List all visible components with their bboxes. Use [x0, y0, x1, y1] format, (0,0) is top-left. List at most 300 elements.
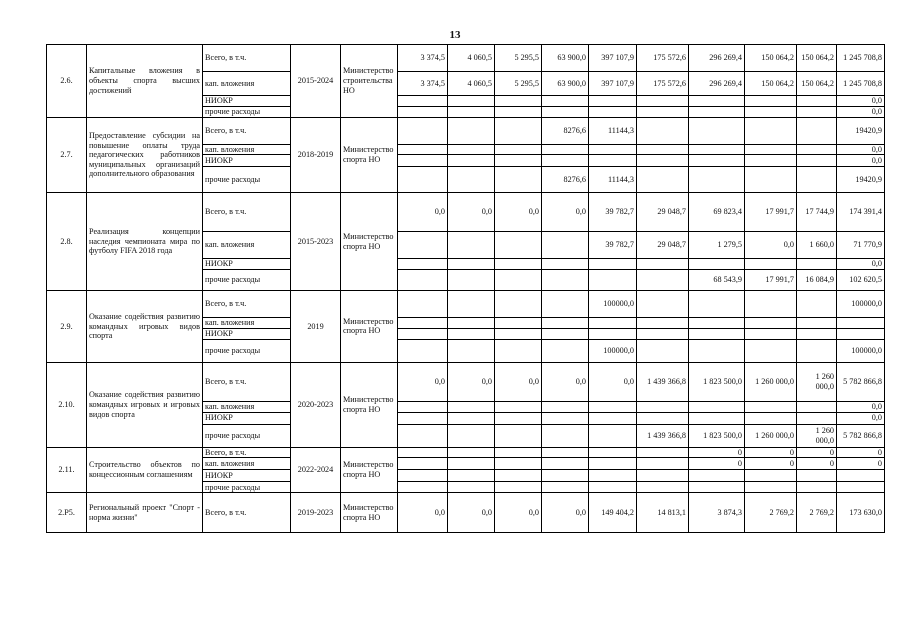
amount-cell: [398, 270, 448, 291]
amount-cell: 0: [837, 458, 885, 470]
amount-cell: [837, 482, 885, 493]
amount-cell: [542, 447, 589, 458]
expense-type: кап. вложения: [203, 232, 291, 259]
amount-cell: [495, 401, 542, 412]
expense-type: прочие расходы: [203, 424, 291, 447]
amount-cell: [495, 117, 542, 144]
amount-cell: [448, 270, 495, 291]
amount-cell: [689, 318, 745, 329]
amount-cell: 19420,9: [837, 167, 885, 193]
amount-cell: 0,0: [542, 193, 589, 232]
amount-cell: 11144,3: [589, 117, 637, 144]
amount-cell: [495, 259, 542, 270]
amount-cell: [797, 106, 837, 117]
amount-cell: [448, 291, 495, 318]
amount-cell: [745, 106, 797, 117]
period-years: 2015-2024: [291, 45, 341, 118]
expense-type: НИОКР: [203, 96, 291, 107]
amount-cell: [398, 318, 448, 329]
amount-cell: 150 064,2: [745, 72, 797, 96]
amount-cell: [745, 144, 797, 155]
amount-cell: [837, 470, 885, 482]
amount-cell: [637, 144, 689, 155]
amount-cell: 0,0: [542, 362, 589, 401]
amount-cell: [745, 329, 797, 340]
amount-cell: [689, 470, 745, 482]
amount-cell: 63 900,0: [542, 72, 589, 96]
amount-cell: [448, 144, 495, 155]
amount-cell: [589, 458, 637, 470]
amount-cell: 174 391,4: [837, 193, 885, 232]
amount-cell: [589, 424, 637, 447]
period-years: 2019-2023: [291, 493, 341, 533]
amount-cell: 19420,9: [837, 117, 885, 144]
amount-cell: 0: [745, 447, 797, 458]
table-row: [47, 45, 885, 72]
amount-cell: 0,0: [837, 401, 885, 412]
amount-cell: [637, 259, 689, 270]
amount-cell: 14 813,1: [637, 493, 689, 533]
amount-cell: [542, 424, 589, 447]
expense-type: НИОКР: [203, 412, 291, 424]
amount-cell: 175 572,6: [637, 45, 689, 72]
amount-cell: 17 991,7: [745, 193, 797, 232]
amount-cell: [637, 270, 689, 291]
item-name: Оказание содействия развитию командных игровых и игровых видов спорта: [87, 362, 203, 447]
amount-cell: 173 630,0: [837, 493, 885, 533]
amount-cell: 1 245 708,8: [837, 72, 885, 96]
amount-cell: [797, 144, 837, 155]
amount-cell: [797, 482, 837, 493]
amount-cell: [637, 291, 689, 318]
executor: Министерство спорта НО: [341, 117, 398, 193]
amount-cell: [745, 318, 797, 329]
amount-cell: [689, 329, 745, 340]
amount-cell: 296 269,4: [689, 72, 745, 96]
amount-cell: [542, 144, 589, 155]
expense-type: Всего, в т.ч.: [203, 193, 291, 232]
amount-cell: 100000,0: [837, 339, 885, 362]
table-row: [47, 362, 885, 401]
amount-cell: [448, 329, 495, 340]
amount-cell: [542, 482, 589, 493]
amount-cell: [448, 259, 495, 270]
amount-cell: [689, 106, 745, 117]
amount-cell: 0: [689, 447, 745, 458]
expense-type: Всего, в т.ч.: [203, 493, 291, 533]
amount-cell: [495, 291, 542, 318]
amount-cell: [398, 458, 448, 470]
amount-cell: [542, 329, 589, 340]
amount-cell: 1 823 500,0: [689, 424, 745, 447]
expense-type: прочие расходы: [203, 482, 291, 493]
amount-cell: 29 048,7: [637, 232, 689, 259]
amount-cell: [448, 106, 495, 117]
amount-cell: 0: [745, 458, 797, 470]
amount-cell: [745, 259, 797, 270]
amount-cell: [797, 96, 837, 107]
amount-cell: [589, 270, 637, 291]
amount-cell: 2 769,2: [797, 493, 837, 533]
amount-cell: [745, 339, 797, 362]
expense-type: прочие расходы: [203, 167, 291, 193]
expense-type: прочие расходы: [203, 339, 291, 362]
amount-cell: [589, 96, 637, 107]
amount-cell: [689, 167, 745, 193]
amount-cell: 16 084,9: [797, 270, 837, 291]
amount-cell: [797, 329, 837, 340]
amount-cell: [398, 232, 448, 259]
period-years: 2022-2024: [291, 447, 341, 493]
amount-cell: [398, 96, 448, 107]
amount-cell: [542, 106, 589, 117]
amount-cell: [689, 482, 745, 493]
amount-cell: [495, 155, 542, 167]
amount-cell: 0,0: [837, 259, 885, 270]
amount-cell: [589, 401, 637, 412]
amount-cell: [797, 155, 837, 167]
amount-cell: 63 900,0: [542, 45, 589, 72]
expense-type: кап. вложения: [203, 144, 291, 155]
amount-cell: [689, 117, 745, 144]
amount-cell: [637, 447, 689, 458]
amount-cell: [542, 270, 589, 291]
table-row: [47, 193, 885, 232]
amount-cell: [689, 339, 745, 362]
amount-cell: 1 260 000,0: [797, 424, 837, 447]
amount-cell: 39 782,7: [589, 232, 637, 259]
amount-cell: [745, 96, 797, 107]
amount-cell: [689, 155, 745, 167]
amount-cell: 71 770,9: [837, 232, 885, 259]
amount-cell: 1 660,0: [797, 232, 837, 259]
executor: Министерство спорта НО: [341, 362, 398, 447]
amount-cell: [637, 458, 689, 470]
amount-cell: 100000,0: [589, 339, 637, 362]
amount-cell: [398, 470, 448, 482]
amount-cell: 1 260 000,0: [797, 362, 837, 401]
amount-cell: [495, 232, 542, 259]
amount-cell: 102 620,5: [837, 270, 885, 291]
amount-cell: [637, 470, 689, 482]
amount-cell: 8276,6: [542, 167, 589, 193]
expense-type: НИОКР: [203, 470, 291, 482]
expense-type: кап. вложения: [203, 318, 291, 329]
amount-cell: 149 404,2: [589, 493, 637, 533]
amount-cell: 0,0: [837, 96, 885, 107]
amount-cell: [837, 329, 885, 340]
amount-cell: [637, 106, 689, 117]
expense-type: прочие расходы: [203, 106, 291, 117]
amount-cell: 17 744,9: [797, 193, 837, 232]
amount-cell: [495, 318, 542, 329]
amount-cell: [797, 401, 837, 412]
amount-cell: [745, 117, 797, 144]
expense-type: Всего, в т.ч.: [203, 362, 291, 401]
amount-cell: 296 269,4: [689, 45, 745, 72]
executor: Министерство спорта НО: [341, 291, 398, 363]
amount-cell: 397 107,9: [589, 72, 637, 96]
amount-cell: [448, 470, 495, 482]
amount-cell: 0,0: [448, 362, 495, 401]
table-row: [47, 291, 885, 318]
amount-cell: 0,0: [837, 144, 885, 155]
executor: Министерство спорта НО: [341, 447, 398, 493]
amount-cell: 0,0: [837, 106, 885, 117]
amount-cell: 0,0: [495, 493, 542, 533]
expense-type: НИОКР: [203, 155, 291, 167]
item-name: Капитальные вложения в объекты спорта высших достижений: [87, 45, 203, 118]
amount-cell: 397 107,9: [589, 45, 637, 72]
period-years: 2019: [291, 291, 341, 363]
amount-cell: [542, 259, 589, 270]
executor: Министерство спорта НО: [341, 493, 398, 533]
amount-cell: [797, 117, 837, 144]
amount-cell: [495, 270, 542, 291]
amount-cell: 0,0: [837, 155, 885, 167]
amount-cell: [797, 470, 837, 482]
amount-cell: [448, 482, 495, 493]
amount-cell: [398, 482, 448, 493]
budget-table: [46, 44, 885, 533]
amount-cell: 2 769,2: [745, 493, 797, 533]
amount-cell: [637, 318, 689, 329]
expense-type: кап. вложения: [203, 401, 291, 412]
amount-cell: 68 543,9: [689, 270, 745, 291]
amount-cell: 150 064,2: [745, 45, 797, 72]
amount-cell: [589, 155, 637, 167]
amount-cell: [745, 291, 797, 318]
expense-type: Всего, в т.ч.: [203, 45, 291, 72]
amount-cell: 100000,0: [589, 291, 637, 318]
amount-cell: [589, 106, 637, 117]
amount-cell: [398, 447, 448, 458]
amount-cell: [542, 339, 589, 362]
amount-cell: [542, 232, 589, 259]
amount-cell: 3 374,5: [398, 72, 448, 96]
amount-cell: 0: [797, 447, 837, 458]
amount-cell: 1 439 366,8: [637, 424, 689, 447]
amount-cell: [589, 470, 637, 482]
amount-cell: [448, 424, 495, 447]
period-years: 2015-2023: [291, 193, 341, 291]
amount-cell: [398, 329, 448, 340]
amount-cell: [745, 401, 797, 412]
expense-type: НИОКР: [203, 329, 291, 340]
item-name: Реализация концепции наследия чемпионата мира по футболу FIFA 2018 года: [87, 193, 203, 291]
amount-cell: [745, 155, 797, 167]
amount-cell: [689, 401, 745, 412]
amount-cell: 1 245 708,8: [837, 45, 885, 72]
amount-cell: 1 823 500,0: [689, 362, 745, 401]
amount-cell: [448, 401, 495, 412]
item-name: Строительство объектов по концессионным соглашениям: [87, 447, 203, 493]
amount-cell: 29 048,7: [637, 193, 689, 232]
amount-cell: [542, 458, 589, 470]
amount-cell: 4 060,5: [448, 72, 495, 96]
amount-cell: 1 260 000,0: [745, 424, 797, 447]
amount-cell: [448, 318, 495, 329]
amount-cell: [398, 155, 448, 167]
amount-cell: [398, 106, 448, 117]
amount-cell: [398, 401, 448, 412]
amount-cell: [745, 482, 797, 493]
amount-cell: [589, 259, 637, 270]
amount-cell: [797, 167, 837, 193]
amount-cell: 11144,3: [589, 167, 637, 193]
amount-cell: [495, 96, 542, 107]
amount-cell: [448, 117, 495, 144]
amount-cell: [542, 96, 589, 107]
amount-cell: [637, 96, 689, 107]
amount-cell: [689, 144, 745, 155]
item-number: 2.11.: [47, 447, 87, 493]
amount-cell: 100000,0: [837, 291, 885, 318]
amount-cell: 1 439 366,8: [637, 362, 689, 401]
item-number: 2.Р5.: [47, 493, 87, 533]
table-row: [47, 447, 885, 458]
item-number: 2.6.: [47, 45, 87, 118]
amount-cell: [495, 106, 542, 117]
item-name: Оказание содействия развитию командных игровых видов спорта: [87, 291, 203, 363]
expense-type: Всего, в т.ч.: [203, 291, 291, 318]
amount-cell: [542, 318, 589, 329]
amount-cell: [837, 318, 885, 329]
amount-cell: 150 064,2: [797, 45, 837, 72]
item-number: 2.8.: [47, 193, 87, 291]
amount-cell: [398, 412, 448, 424]
amount-cell: 5 782 866,8: [837, 424, 885, 447]
expense-type: Всего, в т.ч.: [203, 117, 291, 144]
amount-cell: 3 874,3: [689, 493, 745, 533]
amount-cell: [589, 144, 637, 155]
amount-cell: 0,0: [495, 362, 542, 401]
amount-cell: [448, 167, 495, 193]
amount-cell: [495, 144, 542, 155]
amount-cell: [398, 424, 448, 447]
amount-cell: 69 823,4: [689, 193, 745, 232]
amount-cell: [495, 167, 542, 193]
period-years: 2018-2019: [291, 117, 341, 193]
amount-cell: [495, 458, 542, 470]
amount-cell: [398, 117, 448, 144]
amount-cell: 5 295,5: [495, 72, 542, 96]
amount-cell: [542, 412, 589, 424]
amount-cell: [448, 458, 495, 470]
amount-cell: [448, 339, 495, 362]
amount-cell: 4 060,5: [448, 45, 495, 72]
amount-cell: [637, 167, 689, 193]
amount-cell: [448, 412, 495, 424]
amount-cell: [448, 447, 495, 458]
expense-type: кап. вложения: [203, 72, 291, 96]
amount-cell: [448, 155, 495, 167]
amount-cell: [495, 482, 542, 493]
amount-cell: [589, 482, 637, 493]
amount-cell: [689, 259, 745, 270]
amount-cell: [797, 291, 837, 318]
table-row: [47, 493, 885, 533]
amount-cell: 0,0: [745, 232, 797, 259]
page-number: 13: [449, 29, 461, 41]
amount-cell: 0: [797, 458, 837, 470]
amount-cell: [542, 401, 589, 412]
amount-cell: [542, 470, 589, 482]
amount-cell: [448, 232, 495, 259]
amount-cell: 0,0: [495, 193, 542, 232]
amount-cell: [398, 291, 448, 318]
amount-cell: 0,0: [448, 193, 495, 232]
amount-cell: 8276,6: [542, 117, 589, 144]
amount-cell: [637, 401, 689, 412]
amount-cell: [637, 155, 689, 167]
amount-cell: 0,0: [448, 493, 495, 533]
expense-type: кап. вложения: [203, 458, 291, 470]
amount-cell: [589, 412, 637, 424]
amount-cell: [589, 318, 637, 329]
amount-cell: 0: [689, 458, 745, 470]
amount-cell: [689, 291, 745, 318]
amount-cell: 0,0: [398, 493, 448, 533]
amount-cell: 0,0: [837, 412, 885, 424]
amount-cell: [542, 155, 589, 167]
item-number: 2.7.: [47, 117, 87, 193]
amount-cell: [495, 339, 542, 362]
amount-cell: [637, 482, 689, 493]
amount-cell: [637, 329, 689, 340]
item-name: Региональный проект "Спорт - норма жизни": [87, 493, 203, 533]
amount-cell: 17 991,7: [745, 270, 797, 291]
executor: Министерство строительства НО: [341, 45, 398, 118]
amount-cell: [495, 447, 542, 458]
amount-cell: 150 064,2: [797, 72, 837, 96]
amount-cell: [797, 412, 837, 424]
amount-cell: [589, 447, 637, 458]
amount-cell: 0: [837, 447, 885, 458]
amount-cell: [495, 470, 542, 482]
amount-cell: 39 782,7: [589, 193, 637, 232]
amount-cell: 0,0: [398, 193, 448, 232]
amount-cell: [398, 144, 448, 155]
amount-cell: 1 260 000,0: [745, 362, 797, 401]
amount-cell: [797, 339, 837, 362]
item-name: Предоставление субсидии на повышение оплаты труда педагогических работников муниципальных организаций дополнительного образования: [87, 117, 203, 193]
amount-cell: 1 279,5: [689, 232, 745, 259]
amount-cell: [398, 259, 448, 270]
expense-type: НИОКР: [203, 259, 291, 270]
period-years: 2020-2023: [291, 362, 341, 447]
amount-cell: [745, 167, 797, 193]
amount-cell: 0,0: [398, 362, 448, 401]
amount-cell: [689, 96, 745, 107]
amount-cell: [637, 117, 689, 144]
amount-cell: [797, 259, 837, 270]
amount-cell: [398, 167, 448, 193]
amount-cell: 5 295,5: [495, 45, 542, 72]
amount-cell: [637, 412, 689, 424]
expense-type: Всего, в т.ч.: [203, 447, 291, 458]
amount-cell: 5 782 866,8: [837, 362, 885, 401]
table-row: [47, 117, 885, 144]
amount-cell: 0,0: [589, 362, 637, 401]
amount-cell: [637, 339, 689, 362]
amount-cell: [398, 339, 448, 362]
amount-cell: [745, 470, 797, 482]
amount-cell: [448, 96, 495, 107]
amount-cell: 0,0: [542, 493, 589, 533]
executor: Министерство спорта НО: [341, 193, 398, 291]
amount-cell: 3 374,5: [398, 45, 448, 72]
